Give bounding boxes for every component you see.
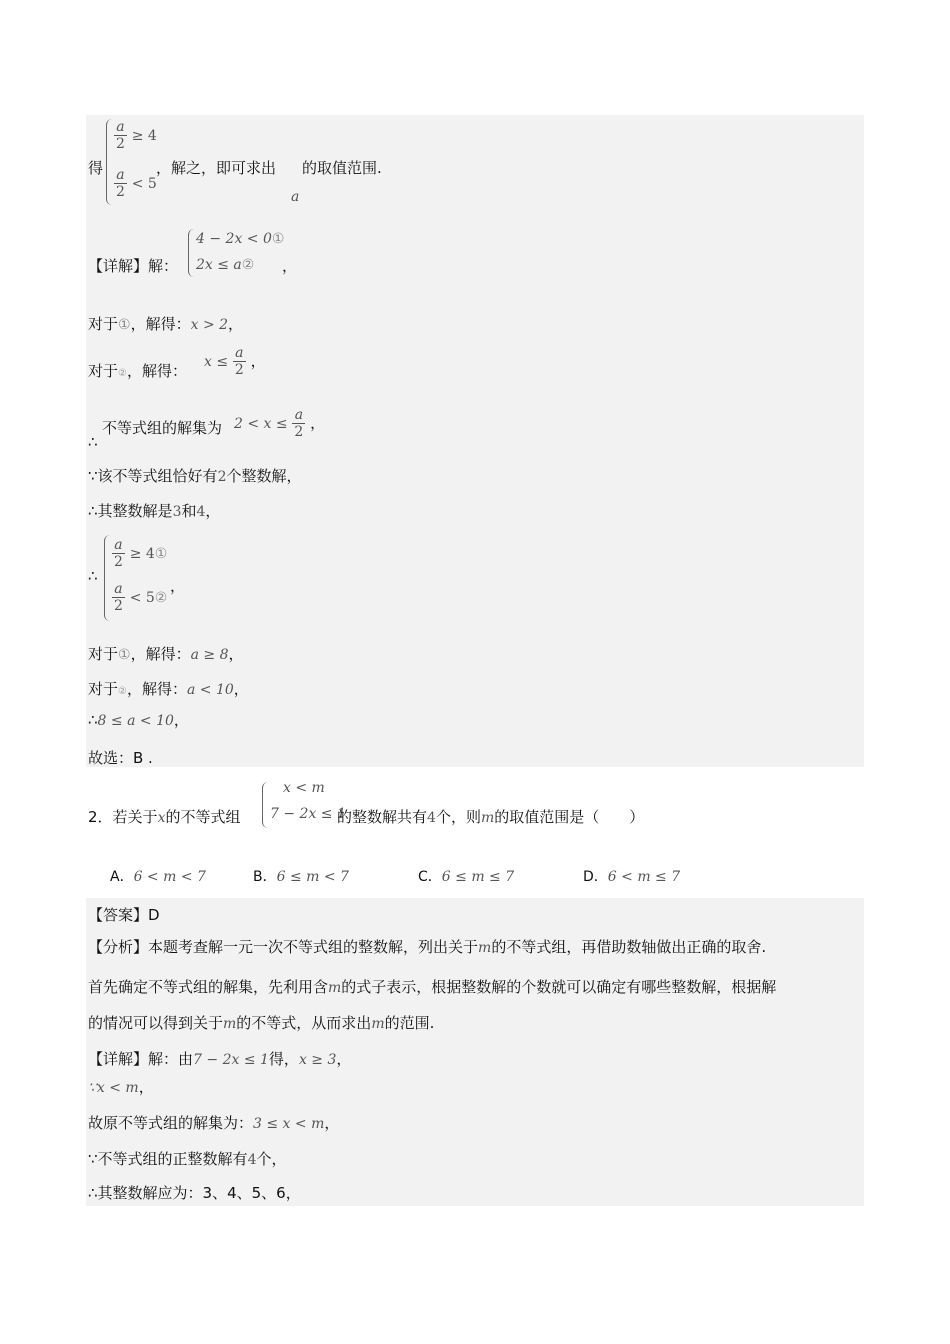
sys2-row1: 4 − 2x < 0① <box>196 231 285 247</box>
analysis-line-1: 【分析】本题考查解一元一次不等式组的整数解，列出关于m的不等式组，再借助数轴做出正确的取舍. <box>88 938 767 956</box>
therefore-1: ∴ <box>88 433 98 451</box>
sys2-row2: 2x ≤ a② <box>196 257 255 273</box>
line-for-1: 对于①，解得：x > 2， <box>88 315 244 333</box>
solset-math: 2 < x ≤ $\frac{a}{2}$ ， <box>234 407 326 440</box>
answer-line: 【答案】D <box>88 906 160 924</box>
range-text: 的取值范围. <box>302 159 382 177</box>
brace-system-2 <box>188 229 194 277</box>
brace-question-system <box>262 782 268 828</box>
analysis-line-3: 的情况可以得到关于m的不等式，从而求出m的范围. <box>88 1014 435 1032</box>
solution-block-1 <box>86 115 864 767</box>
line-for-3: 对于①，解得：a ≥ 8， <box>88 645 244 663</box>
sys1-row1: $\frac{a}{2}$ ≥ 4 <box>116 119 157 152</box>
brace-system-3 <box>104 535 110 621</box>
question-2-tail: 的整数解共有4个，则m的取值范围是（ ） <box>337 808 645 826</box>
sys3-row1: $\frac{a}{2}$ ≥ 4① <box>114 537 168 570</box>
option-a[interactable]: A．6 < m < 7 <box>110 869 206 885</box>
brace-system-1 <box>106 119 112 205</box>
var-x: x <box>157 810 166 826</box>
option-b[interactable]: B．6 ≤ m < 7 <box>253 869 349 885</box>
de-text: 得 <box>88 159 104 177</box>
line-for-2: 对于②，解得： <box>88 362 187 380</box>
therefore-2: ∴ <box>88 567 98 585</box>
res2-math: x ≤ $\frac{a}{2}$ ， <box>204 345 266 378</box>
a-below: a <box>291 189 300 205</box>
solset-text: 不等式组的解集为 <box>102 419 223 437</box>
analysis-line-2: 首先确定不等式组的解集，先利用含m的式子表示，根据整数解的个数就可以确定有哪些整数解，根据解 <box>88 978 777 996</box>
because-line: ∵x < m， <box>88 1078 154 1096</box>
sys3-comma: ， <box>170 577 186 595</box>
question-sys-row2: 7 − 2x ≤ 1 <box>270 806 346 822</box>
question-number: 2． <box>88 808 113 826</box>
option-d[interactable]: D．6 < m ≤ 7 <box>583 869 681 885</box>
ints-line: ∴其整数解应为：3、4、5、6， <box>88 1184 301 1202</box>
positive-ints-line: ∵不等式组的正整数解有4个， <box>88 1150 287 1168</box>
question-2: 2．若关于x的不等式组 <box>88 808 241 826</box>
orig-solset-line: 故原不等式组的解集为：3 ≤ x < m， <box>88 1114 340 1132</box>
solution-block-2 <box>86 898 864 1206</box>
line-final-range: ∴8 ≤ a < 10， <box>88 711 189 729</box>
sys1-row2: $\frac{a}{2}$ < 5 <box>116 167 157 200</box>
detail-line: 【详解】解：由7 − 2x ≤ 1得，x ≥ 3， <box>88 1050 352 1068</box>
sys2-comma: ， <box>282 257 298 275</box>
option-c[interactable]: C．6 ≤ m ≤ 7 <box>418 869 515 885</box>
line-for-4: 对于②，解得：a < 10， <box>88 680 249 698</box>
question-sys-row1: x < m <box>283 780 325 796</box>
sys3-row2: $\frac{a}{2}$ < 5② <box>114 581 168 614</box>
choose-text: 故选：B . <box>88 749 153 767</box>
line-exactly: ∵该不等式组恰好有2个整数解， <box>88 467 302 485</box>
line-ints: ∴其整数解是3和4， <box>88 502 221 520</box>
solve-text: ，解之，即可求出 <box>156 159 277 177</box>
detail-label-1: 【详解】解： <box>88 257 179 275</box>
